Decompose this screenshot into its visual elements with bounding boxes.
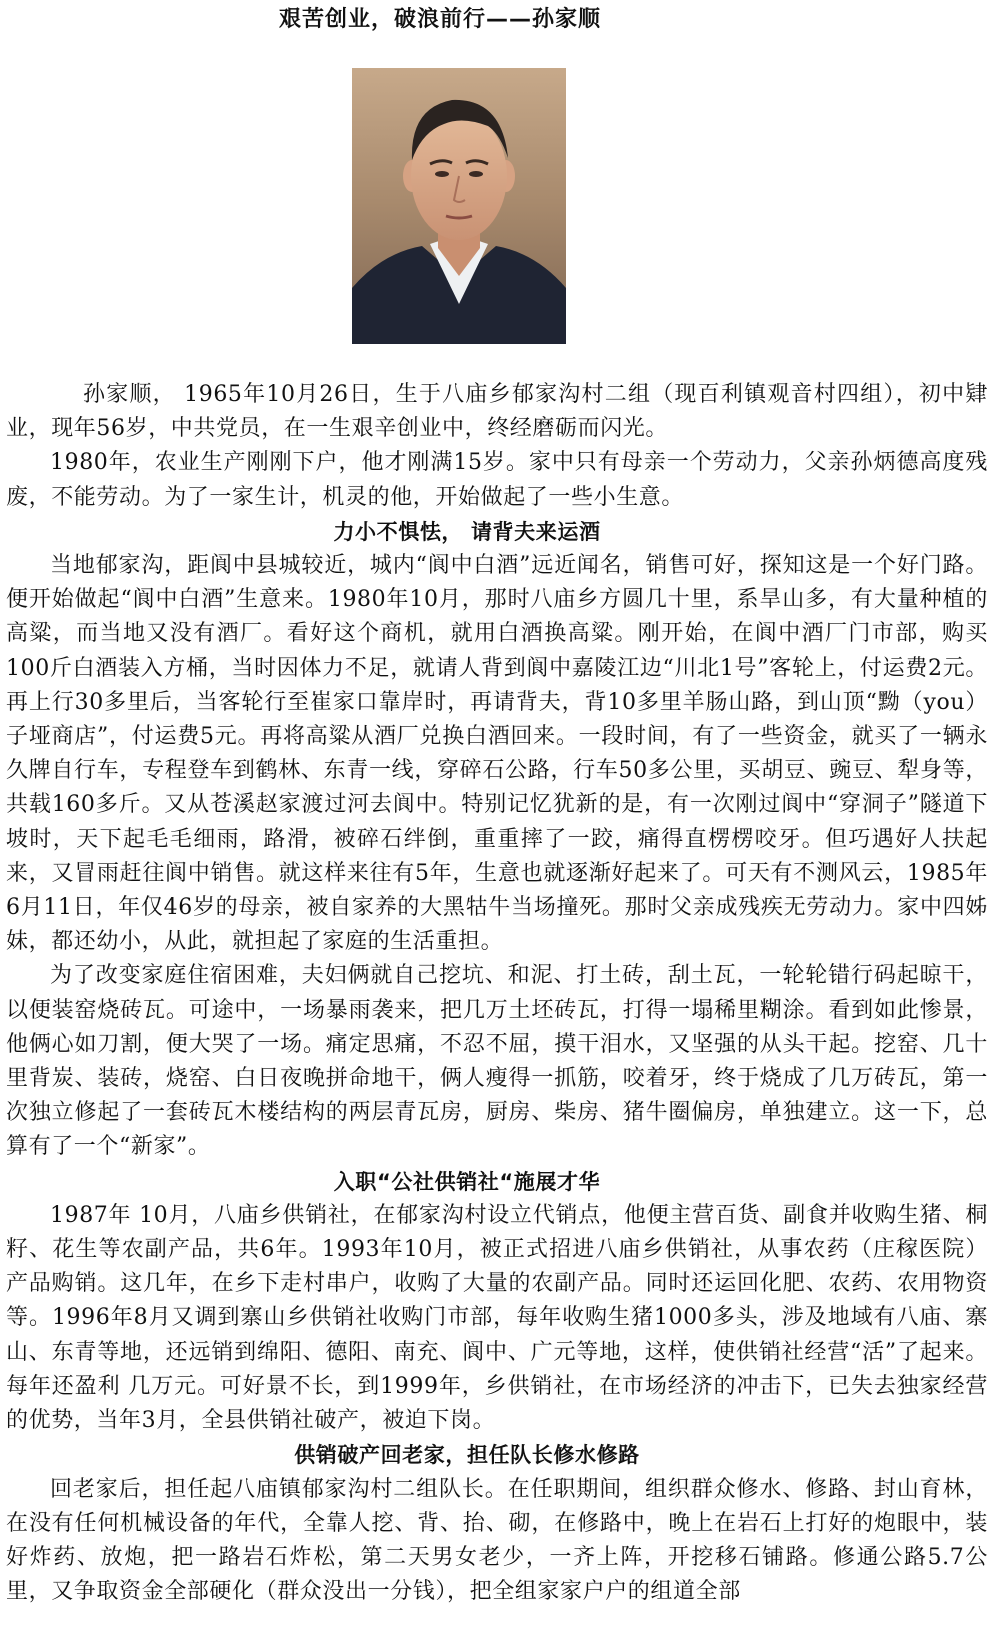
intro-paragraph-1: 孙家顺， 1965年10月26日，生于八庙乡郁家沟村二组（现百利镇观音村四组），初中肄业，现年56岁，中共党员，在一生艰辛创业中，终经磨砺而闪光。 [6, 382, 988, 442]
section-heading-3: 供销破产回老家，担任队长修水修路 [294, 1443, 640, 1468]
section-heading-1: 力小不惧怯， 请背夫来运酒 [333, 519, 601, 544]
article-title: 艰苦创业，破浪前行——孙家顺 [278, 7, 601, 32]
section-1-paragraph-1: 当地郁家沟，距阆中县城较近，城内“阆中白酒”远近闻名，销售可好，探知这是一个好门路。便开始做起“阆中白酒”生意来。1980年10月，那时八庙乡方圆几十里，系旱山多，有大量种植的高粱，而当地又没有酒厂。看好这个商机，就用白酒换高粱。刚开始，在阆中酒厂门市部，购买100斤白酒装入方桶，当时因体力不足，就请人背到阆中嘉陵江边“川北1号”客轮上，付运费2元。再上行30多里后，当客轮行至崔家口靠岸时，再请背夫，背10多里羊肠山路，到山顶“黝（you）子垭商店”，付运费5元。再将高粱从酒厂兑换白酒回来。一段时间，有了一些资金，就买了一辆永久牌自行车，专程登车到鹤林、东青一线，穿碎石公路，行车50多公里，买胡豆、豌豆、犁身等，共载160多斤。又从苍溪赵家渡过河去阆中。特别记忆犹新的是，有一次刚过阆中“穿洞子”隧道下坡时，天下起毛毛细雨，路滑，被碎石绊倒，重重摔了一跤，痛得直楞楞咬牙。但巧遇好人扶起来，又冒雨赶往阆中销售。就这样来往有5年，生意也就逐渐好起来了。可天有不测风云，1985年6月11日，年仅46岁的母亲，被自家养的大黑牯牛当场撞死。那时父亲成残疾无劳动力。家中四姊妹，都还幼小，从此，就担起了家庭的生活重担。 [6, 553, 988, 955]
article-body [6, 378, 988, 1609]
section-2-paragraph-1: 1987年 10月，八庙乡供销社，在郁家沟村设立代销点，他便主营百货、副食并收购生猪、桐籽、花生等农副产品，共6年。1993年10月，被正式招进八庙乡供销社，从事农药（庄稼医院）产品购销。这几年，在乡下走村串户，收购了大量的农副产品。同时还运回化肥、农药、农用物资等。1996年8月又调到寨山乡供销社收购门市部，每年收购生猪1000多头，涉及地域有八庙、寨山、东青等地，还远销到绵阳、德阳、南充、阆中、广元等地，这样，使供销社经营“活”了起来。每年还盈利 几万元。可好景不长，到1999年，乡供销社，在市场经济的冲击下，已失去独家经营的优势，当年3月，全县供销社破产，被迫下岗。 [6, 1202, 988, 1434]
intro-paragraph-2: 1980年，农业生产刚刚下户，他才刚满15岁。家中只有母亲一个劳动力，父亲孙炳德高度残废，不能劳动。为了一家生计，机灵的他，开始做起了一些小生意。 [6, 450, 988, 510]
section-1-paragraph-2: 为了改变家庭住宿困难，夫妇俩就自己挖坑、和泥、打土砖，刮土瓦，一轮轮错行码起晾干，以便装窑烧砖瓦。可途中，一场暴雨袭来，把几万土坯砖瓦，打得一塌稀里糊涂。看到如此惨景，他俩心如刀割，便大哭了一场。痛定思痛，不忍不屈，摸干泪水，又坚强的从头干起。挖窑、几十里背炭、装砖，烧窑、白日夜晚拼命地干，俩人瘦得一抓筋，咬着牙，终于烧成了几万砖瓦，第一次独立修起了一套砖瓦木楼结构的两层青瓦房，厨房、柴房、猪牛圈偏房，单独建立。这一下，总算有了一个“新家”。 [6, 963, 988, 1160]
portrait-illustration [352, 68, 566, 344]
portrait-photo [352, 68, 566, 344]
section-3-paragraph-1: 回老家后，担任起八庙镇郁家沟村二组队长。在任职期间，组织群众修水、修路、封山育林，在没有任何机械设备的年代，全靠人挖、背、抬、砌，在修路中，晚上在岩石上打好的炮眼中，装好炸药、放炮，把一路岩石炸松，第二天男女老少，一齐上阵，开挖移石铺路。修通公路5.7公里，又争取资金全部硬化（群众没出一分钱），把全组家家户户的组道全部 [6, 1476, 988, 1605]
section-heading-2: 入职“公社供销社“施展才华 [333, 1169, 601, 1194]
